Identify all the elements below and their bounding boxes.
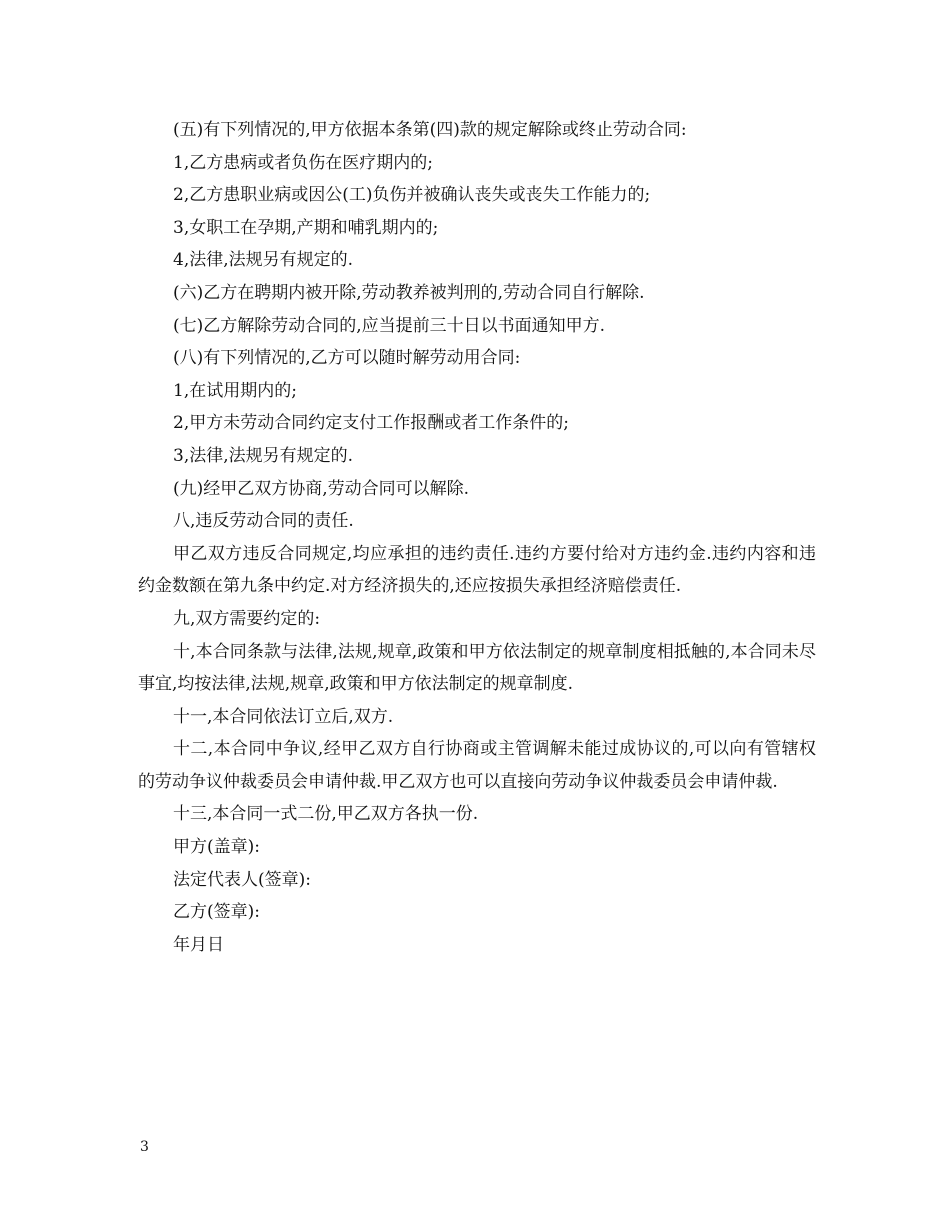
legal-rep-signature-line: 法定代表人(签章): — [173, 869, 311, 890]
clause-6: (六)乙方在聘期内被开除,劳动教养被判刑的,劳动合同自行解除. — [173, 282, 645, 303]
document-body — [138, 114, 816, 961]
clause-8-item-1: 1,在试用期内的; — [173, 380, 297, 401]
clause-5-item-4: 4,法律,法规另有规定的. — [173, 250, 354, 271]
section-8-heading: 八,违反劳动合同的责任. — [173, 511, 354, 532]
date-line: 年月日 — [173, 934, 224, 955]
section-12: 十二,本合同中争议,经甲乙双方自行协商或主管调解未能过成协议的,可以向有管辖权的劳动争议仲裁委员会申请仲裁.甲乙双方也可以直接向劳动争议仲裁委员会申请仲裁. — [138, 739, 816, 792]
party-a-seal-line: 甲方(盖章): — [173, 837, 260, 858]
section-10: 十,本合同条款与法律,法规,规章,政策和甲方依法制定的规章制度相抵触的,本合同未尽事宜,均按法律,法规,规章,政策和甲方依法制定的规章制度. — [138, 641, 816, 695]
clause-5-intro: (五)有下列情况的,甲方依据本条第(四)款的规定解除或终止劳动合同: — [173, 120, 687, 140]
party-b-signature-line: 乙方(签章): — [173, 902, 260, 923]
clause-8-item-3: 3,法律,法规另有规定的. — [173, 445, 354, 466]
clause-8-intro: (八)有下列情况的,乙方可以随时解劳动用合同: — [173, 348, 521, 369]
clause-5-item-3: 3,女职工在孕期,产期和哺乳期内的; — [173, 217, 439, 238]
section-13: 十三,本合同一式二份,甲乙双方各执一份. — [173, 804, 479, 825]
clause-8-item-2: 2,甲方未劳动合同约定支付工作报酬或者工作条件的; — [173, 413, 569, 434]
clause-9: (九)经甲乙双方协商,劳动合同可以解除. — [173, 478, 470, 499]
page-number: 3 — [140, 1139, 149, 1155]
clause-7: (七)乙方解除劳动合同的,应当提前三十日以书面通知甲方. — [173, 315, 606, 336]
clause-5-item-1: 1,乙方患病或者负伤在医疗期内的; — [173, 152, 433, 173]
clause-5-item-2: 2,乙方患职业病或因公(工)负伤并被确认丧失或丧失工作能力的; — [173, 185, 651, 206]
section-9-heading: 九,双方需要约定的: — [173, 608, 321, 629]
section-8-body: 甲乙双方违反合同规定,均应承担的违约责任.违约方要付给对方违约金.违约内容和违约金数额在第九条中约定.对方经济损失的,还应按损失承担经济赔偿责任. — [138, 543, 816, 597]
section-11: 十一,本合同依法订立后,双方. — [173, 706, 394, 727]
